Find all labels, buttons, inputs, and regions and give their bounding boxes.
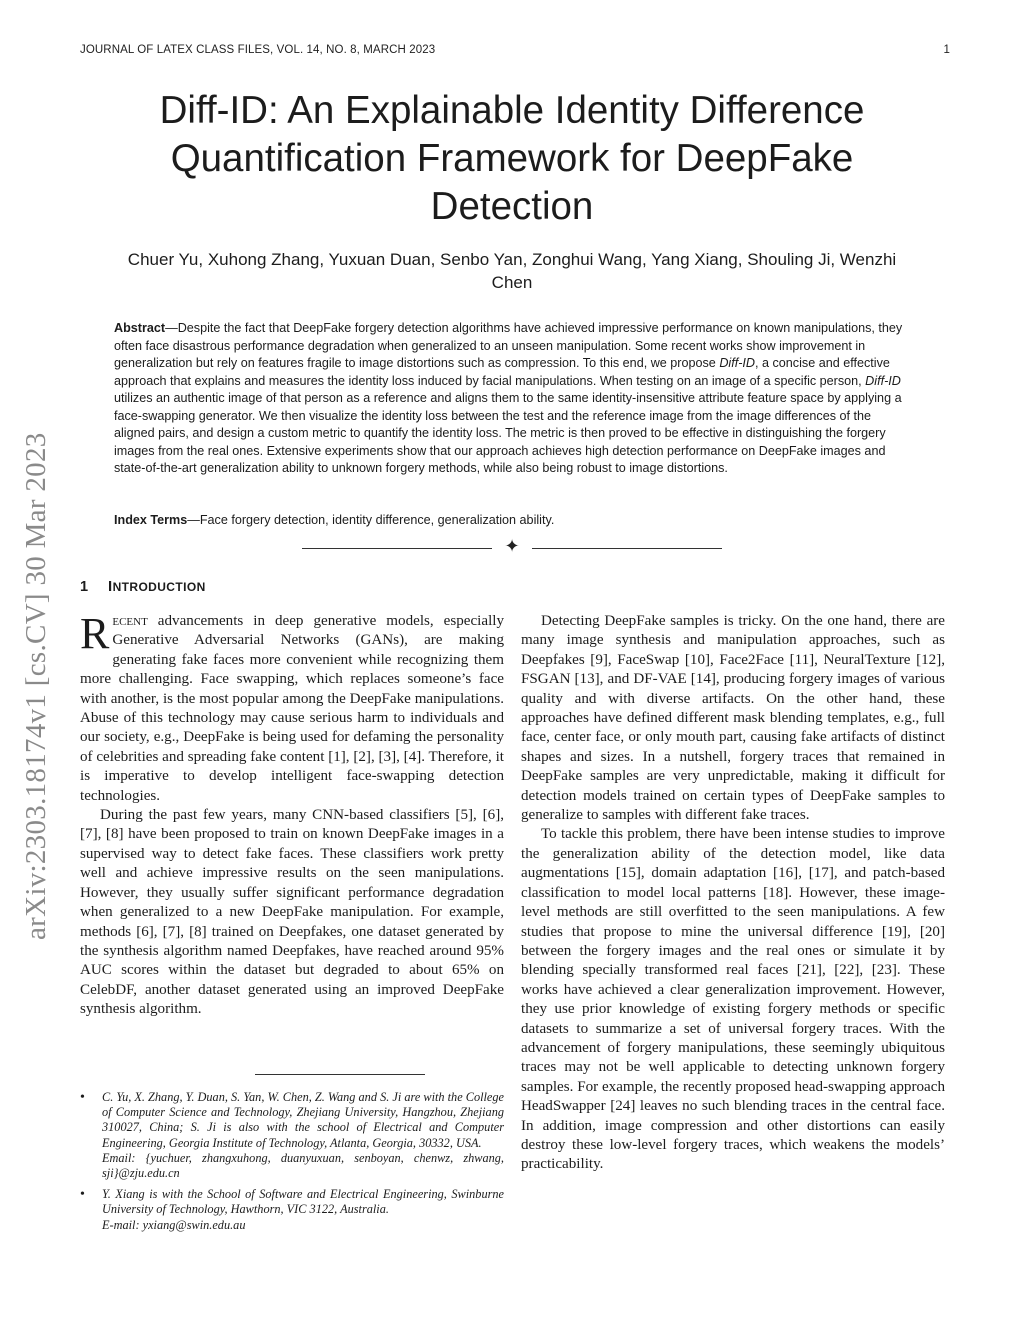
footnote-item [80,1090,504,1181]
left-column [80,609,504,1020]
separator-line-left [302,548,492,549]
drop-cap: R [80,609,110,658]
author-list: Chuer Yu, Xuhong Zhang, Yuxuan Duan, Senbo Yan, Zonghui Wang, Yang Xiang, Shouling Ji, Wenzhi Chen [127,250,897,292]
footnotes [80,1090,504,1239]
abstract-text-3: utilizes an authentic image of that person as a reference and aligns them to the same identity-insensitive attribute feature space by applying a face-swapping generator. We then visualize the identity loss between the test and the reference image from the image differences of the aligned pairs, and design a custom metric to quantify the identity loss. The metric is then proved to be effective in distinguishing the forgery images from the real ones. Extensive experiments show that our approach achieves high detection performance on DeepFake images and state-of-the-art generalization ability to unknown forgery methods, while also being robust to image distortions. [114,391,902,475]
page-number: 1 [943,44,950,56]
abstract-text-1: Despite the fact that DeepFake forgery detection algorithms have achieved impressive performance on known manipulations, they often face disastrous performance degradation when generalized to an unseen manipulation. Some recent works show improvement in generalization but rely on features fragile to image distortions such as compression. To this end, we propose [114,321,903,370]
index-terms: Index Terms—Face forgery detection, identity difference, generalization ability. [114,513,555,527]
running-header [80,44,950,56]
bullet-icon: • [80,1187,85,1203]
footnote-affiliation: C. Yu, X. Zhang, Y. Duan, S. Yan, W. Chen, Z. Wang and S. Ji are with the College of Computer Science and Technology, Zhejiang University, Hangzhou, Zhejiang 310027, China; S. Ji is also with the school of Electrical and Computer Engineering, Georgia Institute of Technology, Atlanta, Georgia, 30332, USA. [102,1090,504,1150]
section-number: 1 [80,579,89,595]
footnote-rule [255,1074,425,1075]
footnote-affiliation: Y. Xiang is with the School of Software and Electrical Engineering, Swinburne University of Technology, Hawthorn, VIC 3122, Australia. [102,1187,504,1217]
abstract-method-name-2: Diff-ID [865,373,901,388]
section-heading [80,578,206,595]
abstract-text-2: , a concise and effective approach that explains and measures the identity loss induced by facial manipulations. When testing on an image of a specific person, [114,356,890,388]
abstract-method-name-1: Diff-ID [719,356,755,370]
abstract: Abstract—Despite the fact that DeepFake forgery detection algorithms have achieved impressive performance on known manipulations, they often face disastrous performance degradation when generalized to an unseen manipulation. Some recent works show improvement in generalization but rely on features fragile to image distortions such as compression. To this end, we propose Diff-ID, a concise and effective approach that explains and measures the identity loss induced by facial manipulations. When testing on an image of a specific person, Diff-ID utilizes an authentic image of that person as a reference and aligns them to the same identity-insensitive attribute feature space by applying a face-swapping generator. We then visualize the identity loss between the test and the reference image from the image differences of the aligned pairs, and design a custom metric to quantify the identity loss. The metric is then proved to be effective in distinguishing the forgery images from the real ones. Extensive experiments show that our approach achieves high detection performance on DeepFake images and state-of-the-art generalization ability to unknown forgery methods, while also being robust to image distortions. [114,321,903,475]
section-title-initial: I [108,578,113,595]
intro-paragraph-1-text: advancements in deep generative models, especially Generative Adversarial Networks (GANs), are making generating fake faces more convenient while recognizing them more challenging. Face swapping, which replaces someone’s face with another, is the most popular among the DeepFake manipulations. Abuse of this technology may cause serious harm to individuals and our society, e.g., DeepFake is being used for defaming the personality of celebrities and spreading fake content [1], [2], [3], [4]. Therefore, it is imperative to develop intelligent face-swapping detection technologies. [80,613,504,804]
paper-title: Diff-ID: An Explainable Identity Difference Quantification Framework for DeepFake Detection [159,89,865,228]
footnote-email[interactable]: Email: {yuchuer, zhangxuhong, duanyuxuan, senboyan, chenwz, zhwang, sji}@zju.edu.cn [102,1150,504,1181]
right-column [521,612,945,1175]
arxiv-identifier[interactable]: arXiv:2303.18174v1 [cs.CV] 30 Mar 2023 [20,432,52,940]
section-title-rest: NTRODUCTION [112,580,206,594]
separator-diamond-icon: ✦ [504,536,520,556]
footnote-email[interactable]: E-mail: yxiang@swin.edu.au [102,1217,246,1232]
intro-paragraph-2: During the past few years, many CNN-based classifiers [5], [6], [7], [8] have been proposed to train on known DeepFake images in a supervised way to detect fake faces. These classifiers work pretty well and achieve impressive results on the seen manipulations. However, they usually suffer significant performance degradation when generalized to a new DeepFake manipulation. For example, methods [6], [7], [8] trained on Deepfakes, one dataset generated by the synthesis algorithm named Deepfakes, have reached around 95% AUC scores within the dataset but degraded to about 65% on CelebDF, another dataset generated using an improved DeepFake synthesis algorithm. [80,807,504,1018]
intro-paragraph-3: Detecting DeepFake samples is tricky. On the one hand, there are many image synthesis and manipulation approaches, such as Deepfakes [9], FaceSwap [10], Face2Face [11], NeuralTexture [12], FSGAN [13], and DF-VAE [14], producing forgery images of various quality and with diverse artifacts. On the other hand, these approaches have defined different mask blending templates, e.g., full face, center face, or only mouth part, causing fake artifacts of distinct shapes and sizes. In a nutshell, forgery traces that remained in DeepFake samples are very unpredictable, making it difficult for detection models trained on certain types of DeepFake samples to generalize to samples with different fake traces. [521,613,945,824]
journal-name: JOURNAL OF LATEX CLASS FILES, VOL. 14, NO. 8, MARCH 2023 [80,44,436,56]
lead-word: ecent [112,613,148,629]
index-terms-label: Index Terms [114,513,188,527]
bullet-icon: • [80,1090,85,1105]
index-terms-text: Face forgery detection, identity difference, generalization ability. [199,513,555,527]
intro-paragraph-4: To tackle this problem, there have been intense studies to improve the generalization ability of the detection model, like data augmentations [15], domain adaptation [16], [17], and patch-based classification to model local patterns [18]. However, these image-level methods are still overfitted to the seen manipulations. A few studies that propose to mine the universal difference [19], [20] between the forgery images and the real ones or simulate it by blending specially transformed real faces [21], [22], [23]. These works have achieved a clear generalization improvement. However, they use prior knowledge of existing forgery methods or specific datasets to summarize a set of universal forgery traces. With the advancement of forgery manipulations, these seemingly ubiquitous traces may not be well applicable to detecting unknown forgery samples. For example, the recently proposed head-swapping approach HeadSwapper [24] leaves no such blending traces in the central face. In addition, image compression and other distortions can easily destroy these low-level forgery traces, which weakens the models’ practicability. [521,826,945,1173]
separator-line-right [532,548,722,549]
intro-paragraph-1 [80,609,504,806]
footnote-item [80,1187,504,1233]
abstract-label: Abstract [114,321,166,335]
